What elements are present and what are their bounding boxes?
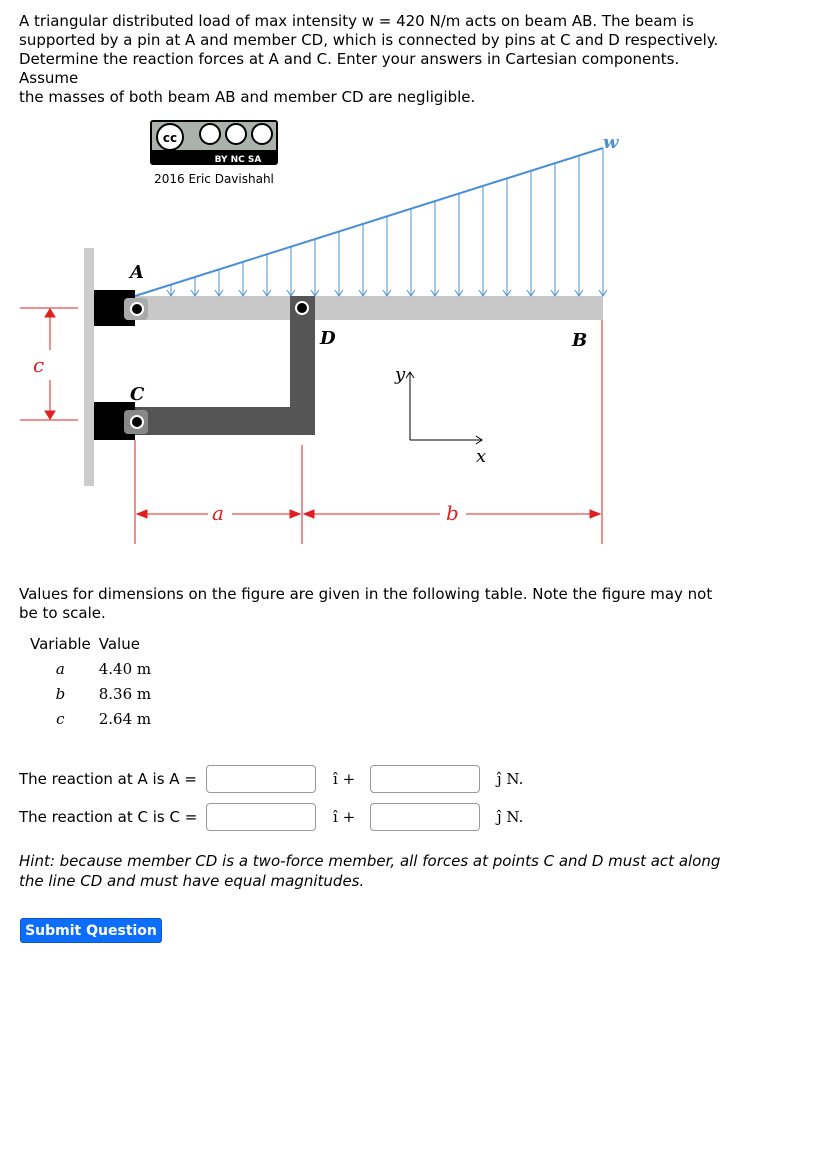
load-arrow	[191, 277, 199, 296]
submit-question-button[interactable]: Submit Question	[20, 918, 162, 943]
var-cell: c	[56, 710, 65, 728]
dim-label-b: b	[446, 501, 459, 525]
cc-license-badge	[150, 120, 278, 165]
value-cell: 4.40 m	[98, 660, 152, 678]
load-arrow	[503, 178, 511, 296]
dimensions-table	[28, 632, 157, 732]
license-text: BY NC SA	[214, 155, 262, 165]
load-arrow	[263, 254, 271, 296]
load-arrow	[455, 194, 463, 296]
cy-input[interactable]	[370, 803, 480, 831]
hint-text: Hint: because member CD is a two-force member, all forces at points C and D must act along the line CD and must have equal magnitudes.	[19, 852, 721, 890]
problem-line: the masses of both beam AB and member CD are negligible.	[19, 88, 476, 106]
load-arrow	[215, 269, 223, 296]
axis-label-x: x	[476, 446, 487, 467]
j-hat-unit: ĵ N.	[497, 808, 524, 826]
header-value: Value	[98, 635, 140, 653]
j-hat-unit: ĵ N.	[497, 770, 524, 788]
prompt-a: The reaction at A is A =	[19, 770, 197, 788]
header-variable: Variable	[30, 635, 91, 653]
table-row	[28, 682, 157, 707]
table-note: Values for dimensions on the figure are given in the following table. Note the figure may not be to scale.	[19, 585, 713, 622]
cx-input[interactable]	[206, 803, 316, 831]
load-arrow	[335, 231, 343, 296]
axis-label-y: y	[395, 364, 406, 385]
problem-statement	[19, 12, 719, 107]
wall	[84, 248, 94, 486]
dim-label-c: c	[33, 353, 45, 377]
load-arrow	[311, 239, 319, 296]
distributed-load	[135, 148, 607, 296]
ay-input[interactable]	[370, 765, 480, 793]
load-arrow	[287, 247, 295, 296]
var-cell: b	[55, 685, 66, 703]
label-c: C	[130, 384, 145, 405]
answer-row-c	[19, 802, 197, 832]
load-arrow	[431, 201, 439, 296]
ax-input[interactable]	[206, 765, 316, 793]
load-arrow	[239, 262, 247, 296]
value-cell: 8.36 m	[98, 685, 152, 703]
problem-line: Determine the reaction forces at A and C. Enter your answers in Cartesian components. Assume	[19, 50, 680, 87]
beam-figure	[0, 110, 819, 550]
value-cell: 2.64 m	[98, 710, 152, 728]
label-d: D	[320, 328, 336, 349]
i-hat: î +	[333, 770, 356, 788]
label-a: A	[130, 262, 144, 283]
var-cell: a	[55, 660, 65, 678]
problem-line: A triangular distributed load of max intensity w = 420 N/m acts on beam AB. The beam is	[19, 12, 694, 30]
cc-text: cc	[162, 131, 178, 145]
pin-d	[296, 302, 308, 314]
load-arrow	[407, 209, 415, 296]
table-row	[28, 707, 157, 732]
pin-a	[131, 303, 143, 315]
load-arrow	[479, 186, 487, 296]
load-arrow	[575, 156, 583, 296]
problem-line: supported by a pin at A and member CD, which is connected by pins at C and D respectively.	[19, 31, 719, 49]
load-arrow	[599, 148, 607, 296]
label-w: w	[603, 132, 619, 153]
table-row	[28, 657, 157, 682]
load-arrow	[383, 216, 391, 296]
prompt-c: The reaction at C is C =	[19, 808, 198, 826]
xy-axes	[406, 372, 482, 444]
answer-row-a	[19, 764, 197, 794]
credit-text: 2016 Eric Davishahl	[154, 172, 274, 186]
load-arrow	[359, 224, 367, 296]
pin-c	[131, 416, 143, 428]
dim-label-a: a	[212, 501, 224, 525]
load-arrow	[527, 171, 535, 296]
load-arrow	[551, 163, 559, 296]
i-hat: î +	[333, 808, 356, 826]
beam-ab	[135, 296, 603, 320]
label-b: B	[572, 330, 588, 351]
